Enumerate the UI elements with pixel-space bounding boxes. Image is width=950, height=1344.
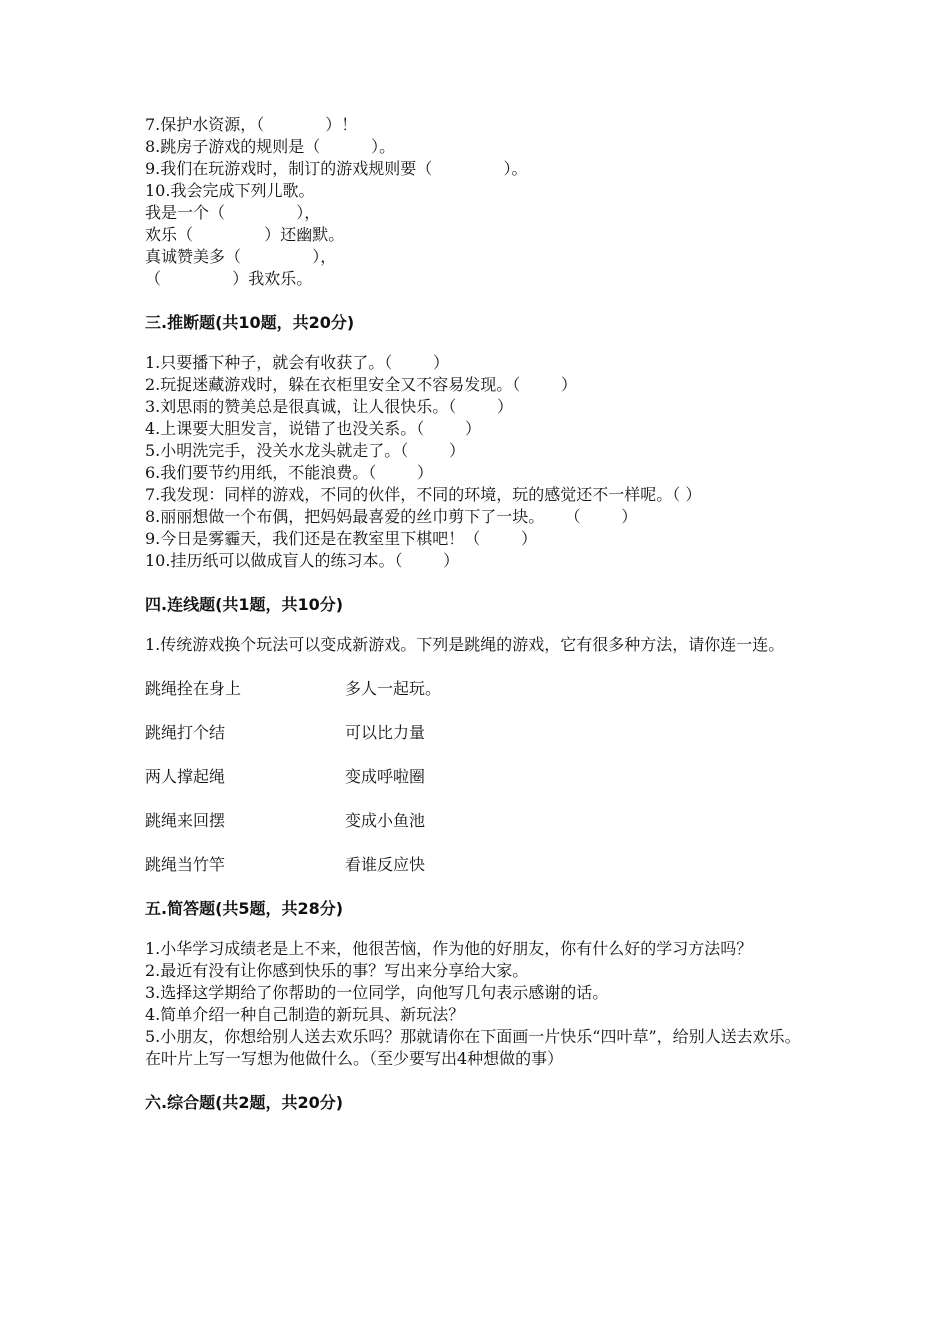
matching-right-item[interactable]: 变成小鱼池 xyxy=(345,811,426,830)
fill-blank-item: 8.跳房子游戏的规则是（ ）。 xyxy=(145,137,396,156)
matching-row xyxy=(145,678,805,700)
judgement-item: 5.小明洗完手，没关水龙头就走了。（ ） xyxy=(145,441,465,460)
matching-left-item[interactable]: 跳绳打个结 xyxy=(145,723,226,742)
section-title-judgement: 三.推断题(共10题，共20分) xyxy=(145,313,355,332)
short-answer-item: 2.最近有没有让你感到快乐的事？写出来分享给大家。 xyxy=(145,961,529,980)
matching-right-item[interactable]: 变成呼啦圈 xyxy=(345,767,426,786)
short-answer-item: 1.小华学习成绩老是上不来，他很苦恼，作为他的好朋友，你有什么好的学习方法吗？ xyxy=(145,939,753,958)
matching-question: 1.传统游戏换个玩法可以变成新游戏。下列是跳绳的游戏，它有很多种方法，请你连一连。 xyxy=(145,635,785,654)
matching-left-item[interactable]: 跳绳拴在身上 xyxy=(145,679,242,698)
matching-left-item[interactable]: 两人撑起绳 xyxy=(145,767,226,786)
judgement-item: 7.我发现：同样的游戏，不同的伙伴，不同的环境，玩的感觉还不一样呢。（ ） xyxy=(145,485,702,504)
rhyme-line: （ ）我欢乐。 xyxy=(145,269,313,288)
section-title-matching: 四.连线题(共1题，共10分) xyxy=(145,595,344,614)
exam-page xyxy=(145,114,805,1114)
matching-right-item[interactable]: 可以比力量 xyxy=(345,723,426,742)
matching-row xyxy=(145,722,805,744)
fill-blank-item: 10.我会完成下列儿歌。 xyxy=(145,181,315,200)
fill-blank-continuation xyxy=(145,114,805,290)
short-answer-item: 3.选择这学期给了你帮助的一位同学，向他写几句表示感谢的话。 xyxy=(145,983,609,1002)
short-answer-list xyxy=(145,938,805,1070)
short-answer-item: 4.简单介绍一种自己制造的新玩具、新玩法？ xyxy=(145,1005,465,1024)
judgement-item: 4.上课要大胆发言，说错了也没关系。（ ） xyxy=(145,419,481,438)
matching-left-item[interactable]: 跳绳来回摆 xyxy=(145,811,226,830)
judgement-item: 8.丽丽想做一个布偶，把妈妈最喜爱的丝巾剪下了一块。 （ ） xyxy=(145,507,638,526)
matching-table xyxy=(145,678,805,876)
matching-right-item[interactable]: 多人一起玩。 xyxy=(345,679,442,698)
matching-right-item[interactable]: 看谁反应快 xyxy=(345,855,426,874)
rhyme-line: 欢乐（ ）还幽默。 xyxy=(145,225,345,244)
short-answer-item: 5.小朋友，你想给别人送去欢乐吗？那就请你在下面画一片快乐“四叶草”，给别人送去欢乐。在叶片上写一写想为他做什么。（至少要写出4种想做的事） xyxy=(145,1027,801,1068)
judgement-item: 6.我们要节约用纸，不能浪费。（ ） xyxy=(145,463,433,482)
judgement-item: 2.玩捉迷藏游戏时，躲在衣柜里安全又不容易发现。（ ） xyxy=(145,375,577,394)
section-title-comprehensive: 六.综合题(共2题，共20分) xyxy=(145,1093,344,1112)
matching-row xyxy=(145,810,805,832)
rhyme-line: 我是一个（ ）， xyxy=(145,203,321,222)
section-title-short-answer: 五.简答题(共5题，共28分) xyxy=(145,899,344,918)
fill-blank-item: 9.我们在玩游戏时，制订的游戏规则要（ ）。 xyxy=(145,159,528,178)
judgement-item: 1.只要播下种子，就会有收获了。（ ） xyxy=(145,353,449,372)
matching-row xyxy=(145,854,805,876)
judgement-list xyxy=(145,352,805,572)
rhyme-line: 真诚赞美多（ ）， xyxy=(145,247,337,266)
judgement-item: 3.刘思雨的赞美总是很真诚，让人很快乐。（ ） xyxy=(145,397,513,416)
judgement-item: 10.挂历纸可以做成盲人的练习本。（ ） xyxy=(145,551,460,570)
fill-blank-item: 7.保护水资源，（ ）！ xyxy=(145,115,358,134)
matching-left-item[interactable]: 跳绳当竹竿 xyxy=(145,855,226,874)
matching-row xyxy=(145,766,805,788)
judgement-item: 9.今日是雾霾天，我们还是在教室里下棋吧！（ ） xyxy=(145,529,537,548)
